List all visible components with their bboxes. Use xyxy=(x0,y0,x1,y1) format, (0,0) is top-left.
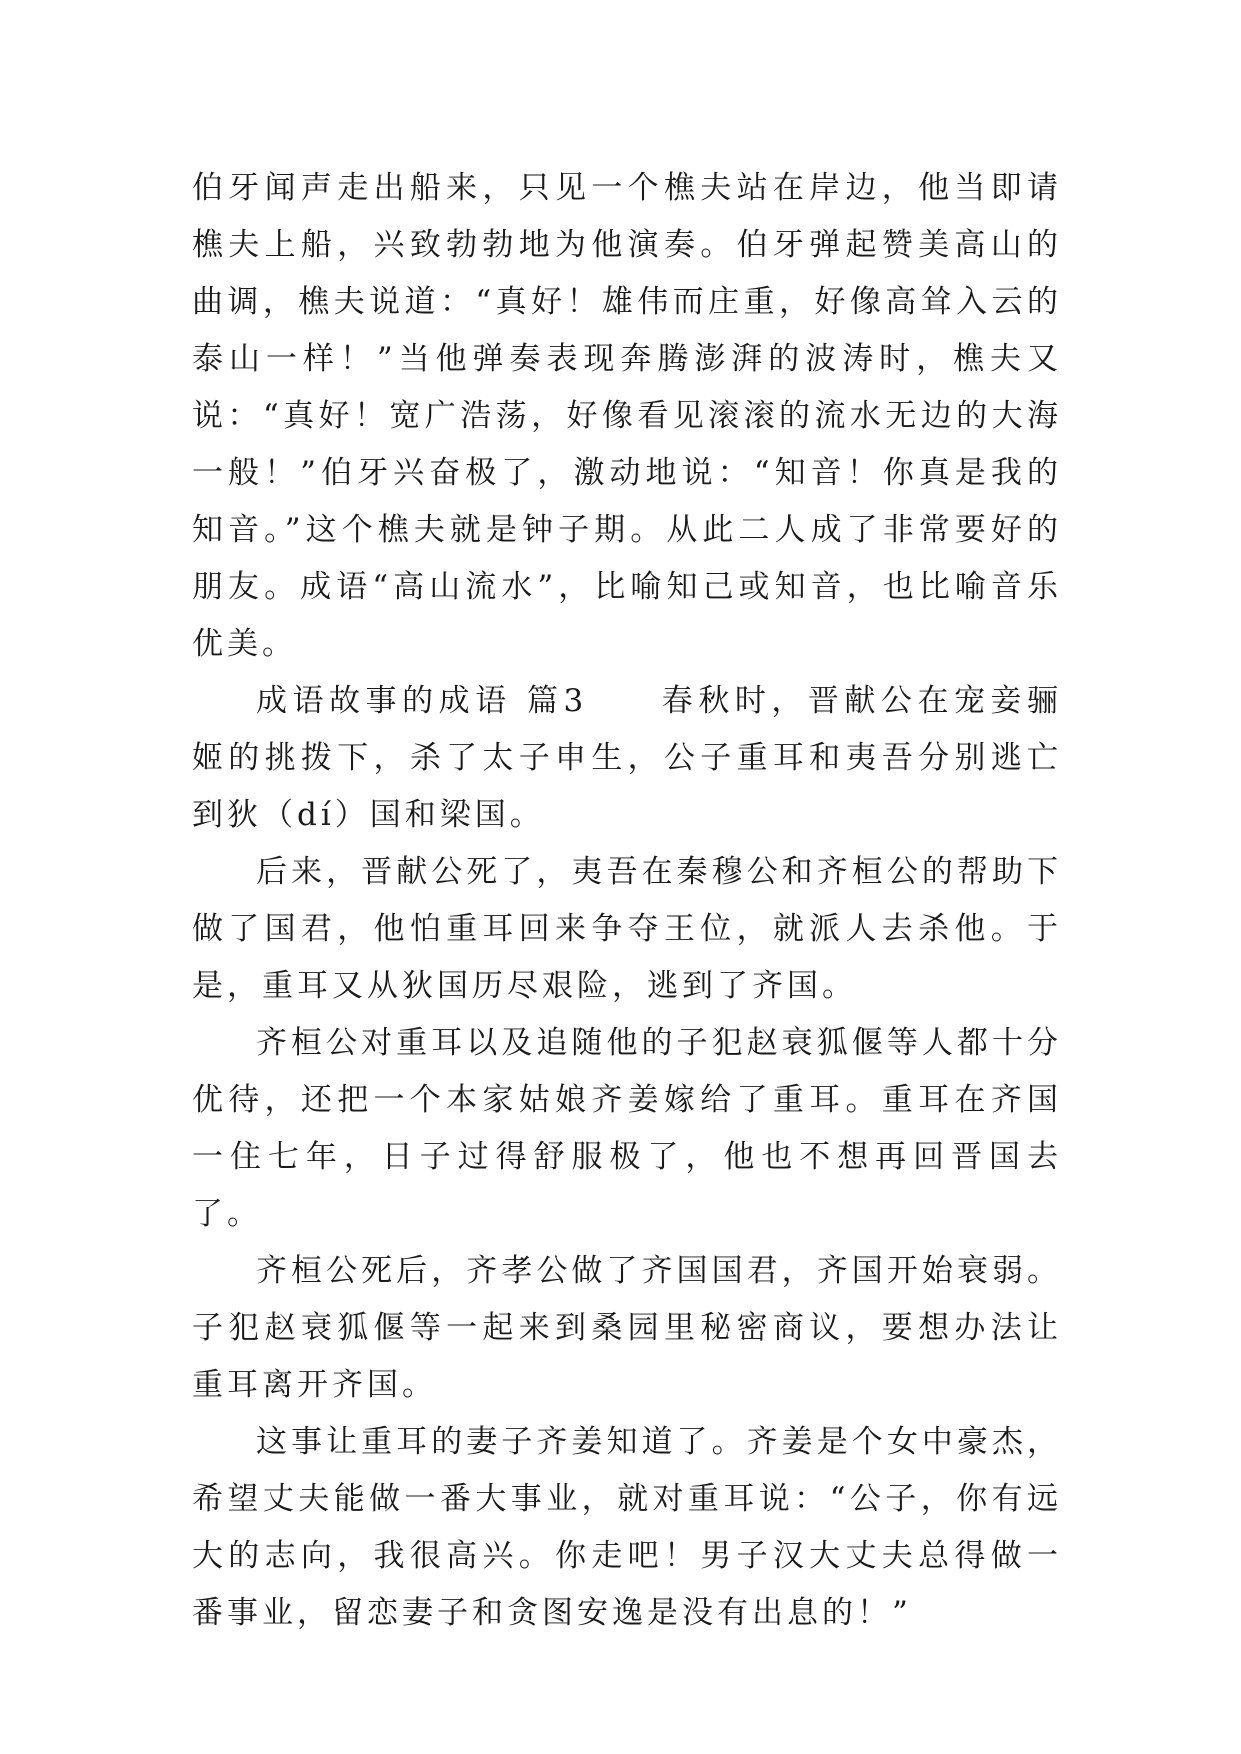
paragraph-3: 后来，晋献公死了，夷吾在秦穆公和齐桓公的帮助下做了国君，他怕重耳回来争夺王位，就派人去杀他。于是，重耳又从狄国历尽艰险，逃到了齐国。 xyxy=(192,854,1062,1004)
paragraph-5: 齐桓公死后，齐孝公做了齐国国君，齐国开始衰弱。子犯赵衰狐偃等一起来到桑园里秘密商议，要想办法让重耳离开齐国。 xyxy=(192,1253,1062,1403)
paragraph-1: 伯牙闻声走出船来，只见一个樵夫站在岸边，他当即请樵夫上船，兴致勃勃地为他演奏。伯牙弹起赞美高山的曲调，樵夫说道：“真好！雄伟而庄重，好像高耸入云的泰山一样！”当他弹奏表现奔腾澎湃的波涛时，樵夫又说：“真好！宽广浩荡，好像看见滚滚的流水无边的大海一般！”伯牙兴奋极了，激动地说：“知音！你真是我的知音。”这个樵夫就是钟子期。从此二人成了非常要好的朋友。成语“高山流水”，比喻知己或知音，也比喻音乐优美。 xyxy=(192,170,1062,662)
paragraph-2: 成语故事的成语 篇3 春秋时，晋献公在宠妾骊姬的挑拨下，杀了太子申生，公子重耳和夷吾分别逃亡到狄（dí）国和梁国。 xyxy=(192,683,1062,833)
paragraph-4: 齐桓公对重耳以及追随他的子犯赵衰狐偃等人都十分优待，还把一个本家姑娘齐姜嫁给了重耳。重耳在齐国一住七年，日子过得舒服极了，他也不想再回晋国去了。 xyxy=(192,1025,1062,1232)
paragraph-6: 这事让重耳的妻子齐姜知道了。齐姜是个女中豪杰，希望丈夫能做一番大事业，就对重耳说：“公子，你有远大的志向，我很高兴。你走吧！男子汉大丈夫总得做一番事业，留恋妻子和贪图安逸是没有出息的！” xyxy=(192,1424,1062,1631)
document-body xyxy=(192,160,1062,1642)
